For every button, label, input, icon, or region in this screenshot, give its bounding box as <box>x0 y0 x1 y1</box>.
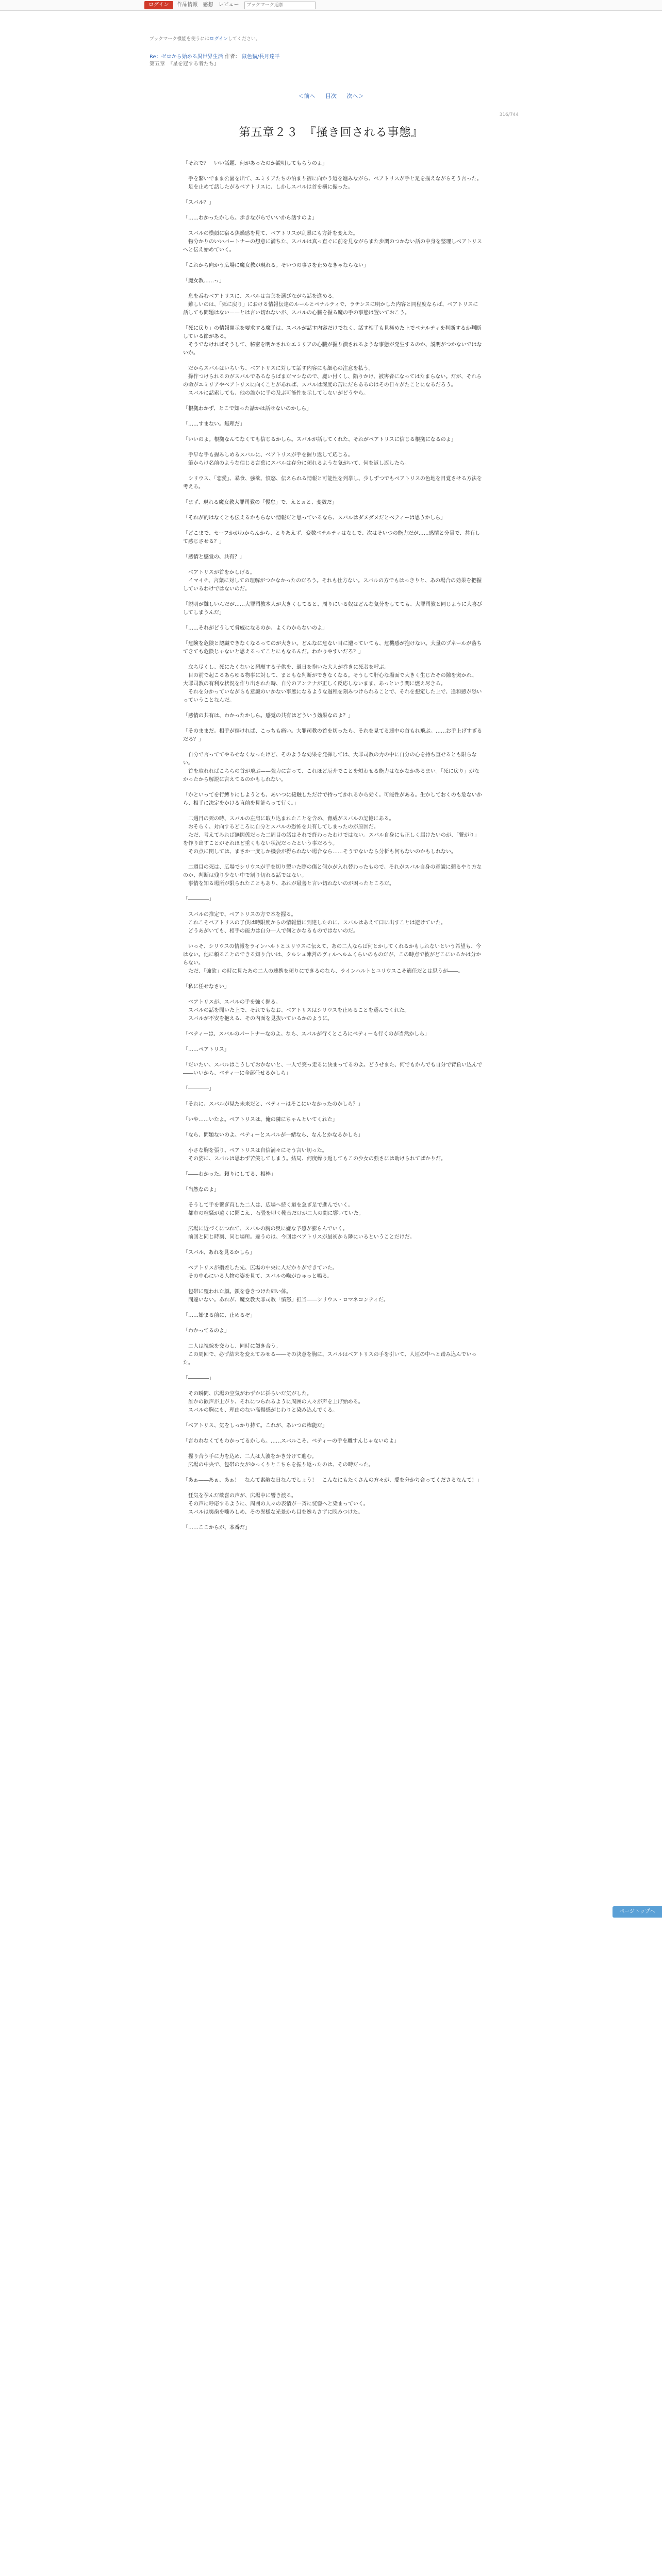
paragraph: 「魔女教……っ」 <box>183 278 224 284</box>
paragraph: ベアトリスが、スバルの手を強く握る。 スバルの話を聞いた上で、それでもなお、ベアトリスはシリウスを止めることを選んでくれた。 スバルが不安を抱える、その内面を見抜いているかのように。 <box>188 999 410 1022</box>
paragraph: 「……ここからが、本番だ」 <box>183 1525 250 1531</box>
paragraph: 「……始まる前に、止めるぞ」 <box>183 1313 255 1318</box>
paragraph: 「ベティーは、スバルのパートナーなのよ。なら、スバルが行くところにベティーも行くのが当然かしら」 <box>183 1031 430 1037</box>
paragraph: 「なら、問題ないのよ。ベティーとスバルが一緒なら、なんとかなるかしら」 <box>183 1132 363 1138</box>
paragraph: 「これから向かう広場に魔女教が現れる。そいつの事さを止めなきゃならない」 <box>183 263 369 268</box>
paragraph: スバルの横顔に宿る焦燥感を見て、ベアトリスが乱暴にも方針を変えた。 物分かりのいいパートナーの想意に満ちた、スバルは真っ直ぐに前を見ながらまた歩調のつかない話の中身を整理しベアトリスへと伝え始めていく。 <box>183 231 482 253</box>
nav-link-impressions[interactable]: 感想 <box>203 2 213 8</box>
notice-prefix: ブックマーク機能を使うには <box>150 37 210 42</box>
paragraph: 「感情の共有は、わかったかしら。感覚の共有はどういう効果なのよ？」 <box>183 713 353 719</box>
paragraph: 「わかってるのよ」 <box>183 1328 229 1334</box>
paragraph: 「――わかった。頼りにしてる、相棒」 <box>183 1172 276 1177</box>
paragraph: 広場に近づくにつれて、スバルの胸の奥に嫌な予感が膨らんでいく。 前回と同じ時刻、同じ場所。違うのは、今回はベアトリスが最初から隣にいるということだけだ。 <box>188 1226 415 1240</box>
paragraph: 「あぁ――あぁ、あぁ！ なんて素敵な日なんでしょう！ こんなにもたくさんの方々が、愛を分かち合ってくださるなんて！」 <box>183 1478 482 1483</box>
top-nav-bar <box>0 0 662 11</box>
paragraph: 息を呑むベアトリスに、スバルは言葉を選びながら話を進める。 難しいのは、「死に戻り」における情報伝達のルールとペナルティで、ラチンスに明かした内容と同程度ならば、ベアトリスに話しても問題はない——とは言い切れないが、スバルの心臓を握る魔の手の事態は置いておこう。 <box>183 294 478 316</box>
nav-link-review[interactable]: レビュー <box>218 2 239 8</box>
paragraph: シリウス、「恋愛」、暴食、強欲、憤怒、伝えられる情報と可能性を列挙し、少しずつでもベアトリスの色地を目覚させる方法を考える。 <box>183 476 482 490</box>
paragraph: 二人は視線を交わし、同時に頷き合う。 この周回で、必ず結末を変えてみせる――その決意を胸に、スバルはベアトリスの手を引いて、人垣の中へと踏み込んでいった。 <box>183 1344 477 1366</box>
paragraph: 「スバル、あれを見るかしら」 <box>183 1250 255 1256</box>
paragraph: 「危険を危険と認識できなくなるってのが大きい。どんなに危ない目に遭っていても、危機感が抱けない。大量のプネールが落ちてきても危険じゃないと思えるってことにもなるんだ。わかりやすいだろ？」 <box>183 641 482 655</box>
paragraph: ベアトリスが首をかしげる。 イマイチ、言葉に対しての理解がつかなかったのだろう。それも仕方ない。スバルの方でもはっきりと、あの場合の効果を把握しているわけではないのだ。 <box>183 570 482 592</box>
chapter-title: 第五章２３ 『掻き回される事態』 <box>239 126 423 139</box>
paragraph: そうして手を繋ぎ直した二人は、広場へ続く道を急ぎ足で進んでいく。 都市の喧騒が遠くに聞こえ、石畳を叩く靴音だけが二人の間に響いていた。 <box>188 1202 364 1216</box>
breadcrumb <box>150 54 279 68</box>
paragraph: 「まず、現れる魔女教大罪司教の「慢怠」で、えとぉと、変数だ」 <box>183 500 337 505</box>
top-nav-inner <box>144 1 316 9</box>
notice-suffix: してください。 <box>227 37 260 42</box>
paragraph: 「……わかったかしら。歩きながらでいいから話すのよ」 <box>183 215 317 221</box>
paragraph: いっそ、シリウスの情報をラインハルトとユリウスに伝えて、あの二人ならば何とかしてくれるかもしれないという希望も、今はない。他に頼ることのできる知り合いは、クルシュ陣営のヴィルヘルムくらいのものだが、この時点で彼がどこにいるかは分からない。 ただ、「強欲」の時に見たあの二人の連携を頼りにできるのなら、ラインハルトとユリウスこそ適任だとは思うが――。 <box>183 944 482 974</box>
paragraph: 「……それがどうして脅威になるのか、よくわからないのよ」 <box>183 625 327 631</box>
paragraph: 握り合う手に力を込め、二人は人波をかき分けて進む。 広場の中央で、包帯の女がゆっくりとこちらを振り返ったのは、その時だった。 <box>188 1454 374 1468</box>
paragraph: 二週目の死は、広場でシリウスが手を切り裂いた際の傷と何かが入れ替わったもので、それがスバル自身の意識に頼るやり方なのか、判断は残り少ない中で割り切れる話ではない。 事情を知る場所が限られたこともあり、あれが最善と言い切れないのが困ったところだ。 <box>183 865 482 887</box>
paragraph: 「――――」 <box>183 1086 214 1092</box>
breadcrumb-author-label: 作者： <box>224 54 240 60</box>
paragraph: 包帯に覆われた顔。鎖を巻きつけた細い体。 間違いない。あれが、魔女教大罪司教「憤怒」担当――シリウス・ロマネコンティだ。 <box>188 1289 389 1303</box>
novel-body <box>183 160 482 1539</box>
paragraph: その瞬間、広場の空気がわずかに揺らいだ気がした。 誰かの歓声が上がり、それにつられるように周囲の人々が声を上げ始める。 スバルの胸にも、理由のない高揚感がじわりと染み込んでくる。 <box>188 1391 363 1413</box>
paragraph: 「私に任せなさい」 <box>183 984 229 990</box>
paragraph: 「どこまで、セーフかがわからんから、とりあえず、変数ペテルティはなしで、次はそいつの能力だが……感情と分量で、共有して感じさせる？」 <box>183 531 481 545</box>
paragraph: 「感情と感覚の、共有？」 <box>183 554 245 560</box>
paragraph: だからスバルはいちいち、ベアトリスに対して話す内容にも細心の注意を払う。 操作つけられるのがスバルであるならばまだマシなので、魔い付くし、陥りかけ、被害者になってはたまらない。だが、それらの命がエミリアやベアトリスに向くことがあれば、スバルは深度の苦にだらあるのはその日々がたことになるだろう。 スバルに話索しても、他の誰かに手の及ぶ可能性を示してしないがどうやら。 <box>183 366 482 396</box>
pager-top <box>0 92 662 100</box>
paragraph: 「説明が難しいんだが……大罪司教本人が大きくしてると、周りにいる奴はどんな気分をしてても、大罪司教と同じように大喜びしてしまうんだ」 <box>183 602 482 616</box>
paragraph: 自分で言っててやるせなくなったけど、そのような効果を発揮しては、大罪司教の力の中に自分の心を持ち直せるとも限らない。 首を取れればこちらの首が飛ぶ——強力に言って、これほど厄介でことを煩わせる能力はなかなかあるまい。「死に戻り」がなかったから解説に言えてるのかもしれない。 <box>183 752 479 783</box>
paragraph: 「かといってを行縛りにしようとも、あいつに接触しただけで持ってかれるから効く。可能性がある。生かしておくのも危ないから、相手に決定をかける直前を見計らって行く。」 <box>183 792 482 806</box>
paragraph: 立ち尽くし、死にたくないと懇願する子供を、過日を抱いた大人が巻きに死者を呼ぶ。 目の前で起こるあらゆる物事に対して、まともな判断ができなくなる。そうして肝心な場面で大きく生じたその隙を突かれ、大罪司教の有利な状況を作り出された時、自分のアンテナが正しく反応しないまま、あっという間に燃え尽きる。 それを分かっていながらも意識のいかない事態になるような過程を刻みつけられることで、それを想定した上で、違和感が恐いっていうことなんだ。 <box>183 665 482 703</box>
paragraph: 「いや……いたよ。ベアトリスは、俺の隣にちゃんといてくれた」 <box>183 1117 338 1123</box>
nav-link-work-info[interactable]: 作品情報 <box>177 2 198 8</box>
bookmark-input[interactable] <box>244 2 316 9</box>
notice-login-link[interactable]: ログイン <box>209 37 228 42</box>
paragraph: 手早な手も握みしめるスバルに、ベアトリスが手を握り返して応じる。 筆からけ名前のような信じる言葉にスバルは存分に頼れるような気がいて、何を返し返したら。 <box>188 452 410 466</box>
breadcrumb-chapter: 第五章 『星を冠する者たち』 <box>150 61 219 67</box>
page-number: 316/744 <box>499 112 519 117</box>
paragraph: 「言われなくてもわかってるかしら。……スバルこそ、ベティーの手を離すんじゃないのよ」 <box>183 1438 399 1444</box>
paragraph: 「それで？ いい話題、何があったのか説明してもらうのよ」 <box>183 161 327 166</box>
paragraph: 手を繋いでまま公園を出て、エミリアたちの泊まり宿に向かう道を進みながら、ベアトリスが手と足を揃えながらそう言った。 足を止めて話したがるベアトリスに、しかしスバルは首を横に振った。 <box>188 176 482 190</box>
login-button[interactable]: ログイン <box>144 1 173 9</box>
paragraph: 「いいのよ。根拠なんてなくても信じるかしら。スバルが話してくれた、それがベアトリスに信じる根拠になるのよ」 <box>183 437 456 443</box>
paragraph: ベアトリスが指差した先、広場の中央に人だかりができていた。 その中心にいる人物の姿を見て、スバルの喉がひゅっと鳴る。 <box>188 1265 338 1279</box>
paragraph: 「……ベアトリス」 <box>183 1047 229 1053</box>
paragraph: 「ベアトリス、気をしっかり持て。これが、あいつの権能だ」 <box>183 1423 327 1429</box>
paragraph: 「――――」 <box>183 896 214 902</box>
paragraph: 狂気を孕んだ歓喜の声が、広場中に響き渡る。 その声に呼応するように、周囲の人々の表情が一斉に恍惚へと染まっていく。 スバルは奥歯を噛みしめ、その異様な光景から目を逸らさずに睨みつけた。 <box>188 1493 369 1515</box>
paragraph: 「根拠わかず、とこで知った話かは話せないのかしら」 <box>183 406 312 412</box>
paragraph: 「だいたい、スバルはこうしておかないと、一人で突っ走るに決まってるのよ。どうせまた、何でもかんでも自分で背負い込んで――いいから、ベティーに全部任せるかしら」 <box>183 1062 482 1076</box>
paragraph: 「スバル？」 <box>183 200 214 206</box>
paragraph: スバルの推定で、ベアトリスの方で本を握る。 これこそベアトリスの子供は時限度からの情報量に到達したのに、スバルはあえて口に出すことは避けていた。 どうあがいても、相手の能力は自分一人で何とかなるものではないのだ。 <box>188 912 446 934</box>
bookmark-notice <box>150 35 260 42</box>
paragraph: 「当然なのよ」 <box>183 1187 219 1193</box>
next-link[interactable]: 次へ＞ <box>346 93 364 99</box>
paragraph: 「それに、スバルが見た未来だと、ベティーはそこにいなかったのかしら？」 <box>183 1101 363 1107</box>
paragraph: 「そのままだ。相手が傷ければ、こっちも痛い。大罪司教の首を切ったら、それを見てる連中の首もれ飛ぶ。……お手上げすぎるだろ？」 <box>183 728 482 742</box>
paragraph: 「――――」 <box>183 1376 214 1381</box>
toc-link[interactable]: 目次 <box>325 93 337 99</box>
prev-link[interactable]: ＜前へ <box>298 93 316 99</box>
paragraph: 二週目の死の時、スバルの左肩に取り込まれたことを含め、脅威がスバルの記憶にある。 おそらく、対向するどころに自分とスバルの恐怖を共有してしまったのが原因だ。 ただ、考えてみれば無関係だった二周目の話はそれで終わったわけではない。スバル自身にも正しく届けたいのが、「繋がり」を作り出すことがそれほど重くもない状況だったという事だろう。 その点に関しては、まさか一度しか機会が得られない場合なら……そうでないなら分析も何もないのかもしれない。 <box>183 816 479 855</box>
breadcrumb-work-link[interactable]: Re：ゼロから始める異世界生活 <box>150 54 223 60</box>
paragraph: 「……すまない。無理だ」 <box>183 421 245 427</box>
breadcrumb-author-link[interactable]: 鼠色猫/長月達平 <box>242 54 280 60</box>
paragraph: 「それが的はなくとも伝えるかもらない情報だと思っているなら、スバルはダメダメだとベティーは思うかしら」 <box>183 515 446 521</box>
page-top-button[interactable]: ページトップへ <box>613 1906 662 1918</box>
paragraph: 小さな胸を張り、ベアトリスは自信満々にそう言い切った。 その姿に、スバルは思わず苦笑してしまう。結局、何度繰り返してもこの少女の強さには助けられてばかりだ。 <box>188 1148 446 1162</box>
paragraph: 「死に戻り」の情報開示を要求する魔手は、スバルが話す内容だけでなく、話す相手も見極めた上でペナルティを判断するか判断している節がある。 そうでなければそうして、秘密を明かされたエミリアの心臓が握り潰されるような事態が発生するのか、説明がつかないではないか。 <box>183 326 482 356</box>
